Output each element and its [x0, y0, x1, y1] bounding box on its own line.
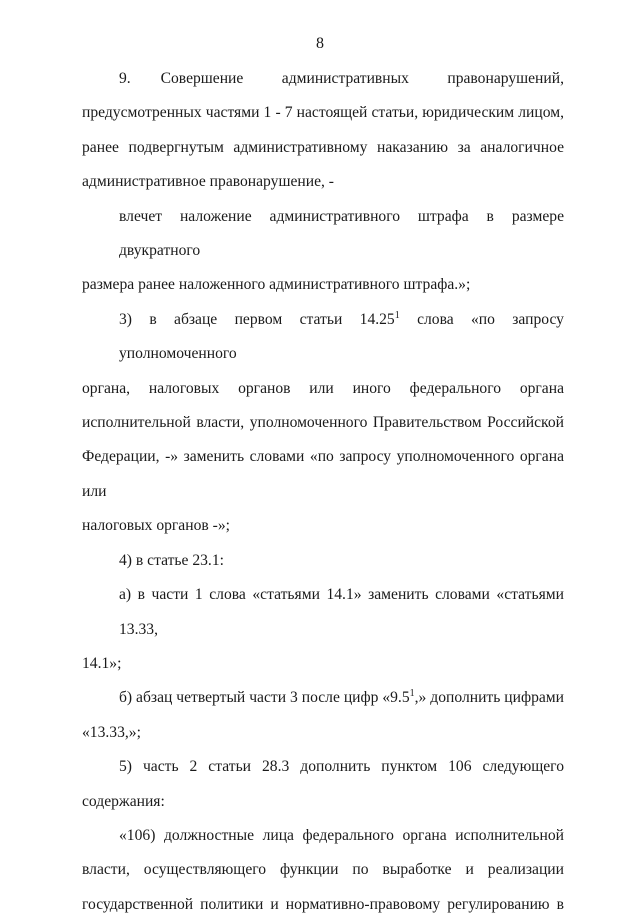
paragraph-item-3	[82, 303, 564, 544]
subitem-b-text-b: ,» дополнить цифрами	[414, 689, 564, 707]
paragraph-item-3-line-5: налоговых органов -»;	[82, 517, 230, 535]
paragraph-penalty	[82, 200, 564, 303]
paragraph-item-106-line-2: власти, осуществляющего функции по выработке и реализации	[82, 861, 564, 879]
item-3-superscript: 1	[394, 309, 400, 321]
paragraph-penalty-line-1: влечет наложение административного штрафа в размере двукратного	[119, 207, 564, 260]
subitem-b-superscript: 1	[409, 688, 415, 700]
item-3-text-a: 3) в абзаце первом статьи 14.25	[119, 310, 395, 328]
paragraph-9	[82, 62, 564, 200]
paragraph-subitem-b-line-2: «13.33,»;	[82, 723, 141, 741]
paragraph-item-3-line-2: органа, налоговых органов или иного федерального органа	[82, 379, 564, 397]
paragraph-subitem-b-line-1	[82, 681, 564, 715]
paragraph-subitem-a-line-1: а) в части 1 слова «статьями 14.1» заменить словами «статьями 13.33,	[119, 586, 564, 638]
paragraph-subitem-a-line-2: 14.1»;	[82, 654, 122, 672]
paragraph-item-3-line-1	[82, 303, 564, 372]
paragraph-subitem-a	[82, 578, 564, 681]
paragraph-item-3-line-4: Федерации, -» заменить словами «по запросу уполномоченного органа или	[82, 448, 564, 500]
paragraph-item-5-line-2: содержания:	[82, 792, 165, 810]
paragraph-item-106	[82, 819, 564, 922]
paragraph-item-106-line-1: «106) должностные лица федерального органа исполнительной	[119, 826, 564, 844]
paragraph-item-106-line-3: государственной политики и нормативно-правовому регулированию в	[82, 895, 564, 913]
paragraph-subitem-b	[82, 681, 564, 750]
paragraph-item-3-line-3: исполнительной власти, уполномоченного Правительством Российской	[82, 414, 564, 432]
subitem-b-text-a: б) абзац четвертый части 3 после цифр «9.5	[119, 689, 410, 707]
paragraph-9-line-2: предусмотренных частями 1 - 7 настоящей статьи, юридическим лицом,	[82, 104, 564, 122]
paragraph-item-5	[82, 750, 564, 819]
paragraph-9-line-4: административное правонарушение, -	[82, 173, 334, 191]
paragraph-item-5-line-1: 5) часть 2 статьи 28.3 дополнить пунктом 106 следующего	[119, 758, 564, 776]
paragraph-penalty-line-2: размера ранее наложенного административного штрафа.»;	[82, 276, 471, 294]
paragraph-item-4-line-1: 4) в статье 23.1:	[119, 551, 224, 569]
paragraph-item-4	[82, 544, 564, 578]
paragraph-9-line-1: 9. Совершение административных правонарушений,	[119, 70, 564, 87]
item-3-text-b: слова «по запросу уполномоченного	[119, 310, 564, 363]
page-number: 8	[316, 35, 324, 52]
document-body	[82, 62, 564, 922]
paragraph-9-line-3: ранее подвергнутым административному наказанию за аналогичное	[82, 138, 564, 156]
